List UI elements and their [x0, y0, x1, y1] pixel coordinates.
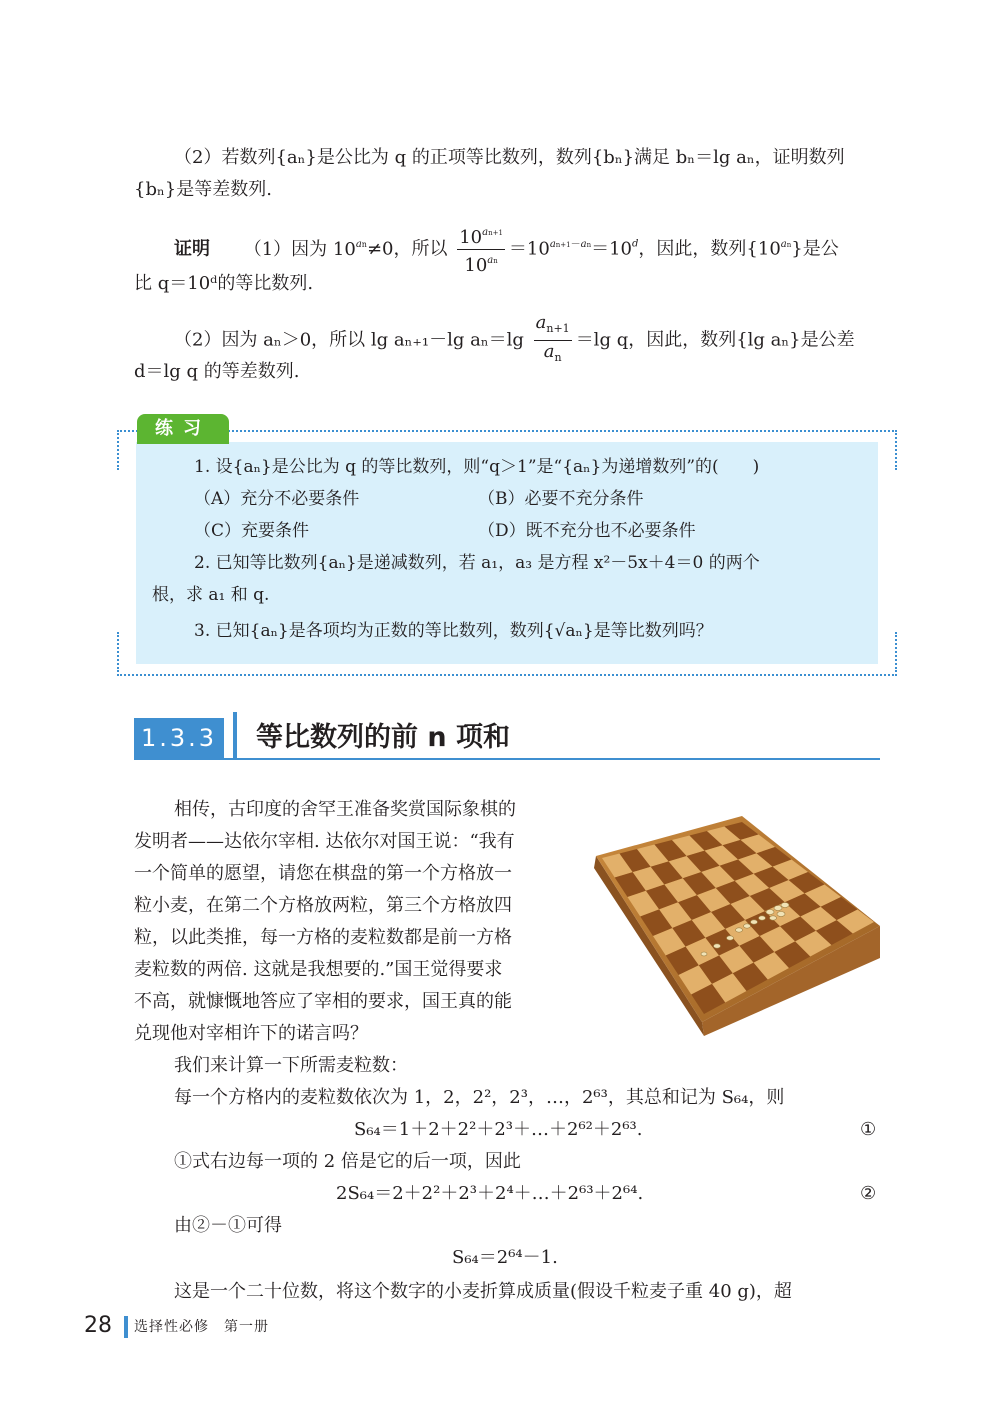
story-line: 粒，以此类推，每一方格的麦粒数都是前一方格	[134, 927, 512, 948]
practice-q2-line1: 2. 已知等比数列{aₙ}是递减数列，若 a₁，a₃ 是方程 x²－5x＋4＝0 的两个	[194, 553, 760, 573]
proof-label: 证明	[174, 238, 210, 260]
section-number: 1.3.3	[134, 718, 224, 758]
practice-q1-option-c: （C）充要条件	[194, 521, 310, 541]
example-part2-line2: {bₙ}是等差数列.	[134, 179, 272, 200]
proof2-text-b: ＝lg q，因此，数列{lg aₙ}是公差	[575, 329, 855, 351]
story-line: 麦粒数的两倍. 这就是我想要的.”国王觉得要求	[134, 959, 503, 980]
proof2-text-a: （2）因为 aₙ＞0，所以 lg aₙ₊₁－lg aₙ＝lg	[174, 329, 524, 351]
proof1-text-c: ，因此，数列{10	[638, 238, 781, 260]
section-title: 等比数列的前 n 项和	[256, 722, 511, 753]
proof-part1: 证明 （1）因为 $10^{an}\ne 0$，所以 $\frac{10^{an+1}}{10^{an}}$ $=10^{an+1-an}=10^d$，因此，数列$\{10^{an}\}$是公	[174, 222, 839, 277]
fraction-ratio: $\frac{a_{n+1}}{a_n}$	[535, 312, 570, 364]
story-line: 发明者——达依尔宰相. 达依尔对国王说：“我有	[134, 831, 515, 852]
practice-corner-br	[895, 632, 897, 672]
story-line: 粒小麦，在第二个方格放两粒，第三个方格放四	[134, 895, 512, 916]
practice-q3: 3. 已知{aₙ}是各项均为正数的等比数列，数列{√aₙ}是等比数列吗？	[194, 621, 713, 641]
equation-2: 2S₆₄＝2＋2²＋2³＋2⁴＋…＋2⁶³＋2⁶⁴.	[336, 1183, 644, 1204]
practice-q1-option-d: （D）既不充分也不必要条件	[478, 521, 696, 541]
calc-intro: 我们来计算一下所需麦粒数：	[174, 1055, 408, 1076]
practice-corner-tr	[895, 430, 897, 470]
equation-2-label: ②	[860, 1183, 877, 1204]
practice-corner-bl	[117, 632, 119, 672]
proof1-text-d: }是公	[791, 238, 839, 260]
practice-q2-line2: 根，求 a₁ 和 q.	[152, 585, 270, 605]
practice-q1-option-a: （A）充分不必要条件	[194, 489, 360, 509]
equation-3: S₆₄＝2⁶⁴－1.	[452, 1247, 558, 1268]
practice-q1: 1. 设{aₙ}是公比为 q 的等比数列，则“q＞1”是“{aₙ}为递增数列”的( )	[194, 457, 760, 477]
story-line: 相传，古印度的舍罕王准备奖赏国际象棋的	[174, 799, 516, 820]
story-line: 兑现他对宰相许下的诺言吗？	[134, 1023, 368, 1044]
proof-part1-line2: 比 q＝10ᵈ的等比数列.	[134, 273, 314, 294]
equation-2-note: 由②－①可得	[174, 1215, 282, 1236]
page-number: 28	[84, 1313, 112, 1338]
fraction-powers: $\frac{10^{an+1}}{10^{an}}$	[457, 222, 505, 277]
section-rule	[134, 758, 880, 760]
practice-q1-option-b: （B）必要不充分条件	[478, 489, 644, 509]
book-title: 选择性必修 第一册	[134, 1319, 269, 1335]
equation-1-label: ①	[860, 1119, 877, 1140]
story-line: 不高，就慷慨地答应了宰相的要求，国王真的能	[134, 991, 512, 1012]
calc-line: 每一个方格内的麦粒数依次为 1，2，2²，2³，…，2⁶³，其总和记为 S₆₄，则	[174, 1087, 785, 1108]
footer-divider	[124, 1316, 128, 1338]
practice-corner-tl	[117, 430, 119, 470]
section-divider	[233, 712, 237, 760]
proof1-text-b: ≠0，所以	[366, 238, 448, 260]
last-line: 这是一个二十位数，将这个数字的小麦折算成质量(假设千粒麦子重 40 g)，超	[174, 1281, 792, 1302]
proof1-text-a: （1）因为 10	[243, 238, 356, 260]
story-line: 一个简单的愿望，请您在棋盘的第一个方格放一	[134, 863, 512, 884]
example-part2-line1: （2）若数列{aₙ}是公比为 q 的正项等比数列，数列{bₙ}满足 bₙ＝lg aₙ，证明数列	[174, 147, 845, 168]
board-squares	[602, 822, 874, 1014]
proof-part2-line2: d＝lg q 的等差数列.	[134, 361, 300, 382]
equation-1-note: ①式右边每一项的 2 倍是它的后一项，因此	[174, 1151, 521, 1172]
equation-1: S₆₄＝1＋2＋2²＋2³＋…＋2⁶²＋2⁶³.	[354, 1119, 643, 1140]
practice-tab: 练习	[137, 414, 229, 444]
exp-an: an	[355, 238, 367, 250]
chessboard-image	[592, 808, 882, 1036]
